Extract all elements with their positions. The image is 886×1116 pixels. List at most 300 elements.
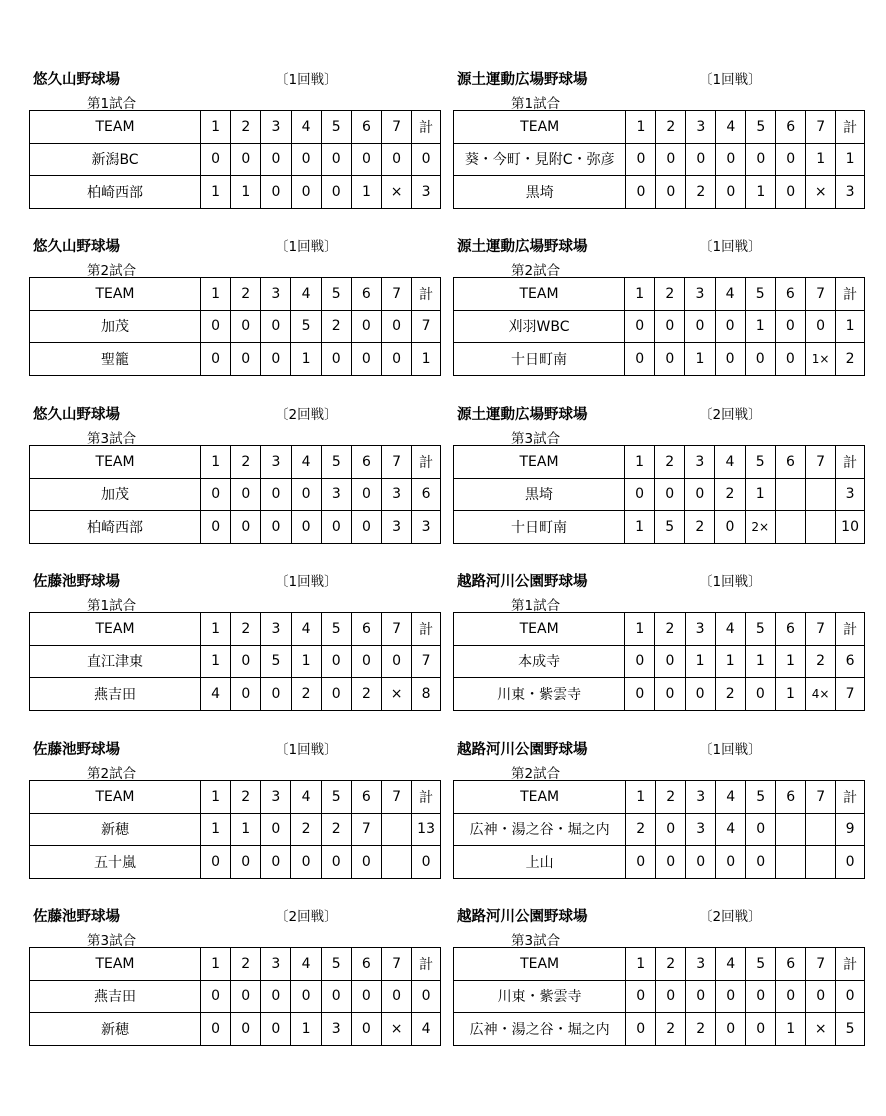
- game-number: 第1試合: [511, 598, 561, 614]
- inning-score: 0: [201, 511, 231, 544]
- inning-header: 3: [261, 278, 291, 311]
- inning-score: 3: [321, 478, 351, 511]
- venue-name: 悠久山野球場: [33, 407, 120, 423]
- inning-header: 1: [200, 781, 230, 814]
- inning-header: 5: [745, 278, 775, 311]
- inning-score: 1: [776, 1013, 806, 1046]
- game-number: 第3試合: [511, 933, 561, 949]
- inning-header: 3: [686, 111, 716, 144]
- total-header: 計: [836, 781, 865, 814]
- inning-score: 0: [685, 678, 715, 711]
- inning-score: 0: [746, 1013, 776, 1046]
- inning-score: 0: [656, 980, 686, 1013]
- inning-score: 0: [261, 813, 291, 846]
- inning-header: 5: [321, 613, 351, 646]
- inning-score: 0: [321, 645, 351, 678]
- total-header: 計: [412, 781, 441, 814]
- inning-score: 0: [746, 813, 776, 846]
- inning-score: 0: [625, 478, 655, 511]
- inning-score: 0: [716, 143, 746, 176]
- inning-header: 7: [382, 613, 412, 646]
- venue-name: 源土運動広場野球場: [457, 407, 588, 423]
- team-row: [30, 846, 441, 879]
- round-label: 〔2回戦〕: [275, 407, 338, 423]
- inning-header: 5: [321, 111, 351, 144]
- inning-header: 4: [716, 111, 746, 144]
- inning-header: 1: [201, 111, 231, 144]
- game-number: 第2試合: [511, 263, 561, 279]
- game-number: 第3試合: [87, 933, 137, 949]
- inning-score: 0: [261, 980, 291, 1013]
- inning-header: 7: [806, 446, 836, 479]
- inning-score: 0: [351, 343, 381, 376]
- inning-header: 6: [351, 613, 381, 646]
- inning-score: [381, 846, 411, 879]
- inning-header: 7: [381, 781, 411, 814]
- team-row: [30, 143, 441, 176]
- inning-score: 2: [321, 813, 351, 846]
- inning-score: 0: [351, 1013, 381, 1046]
- team-header: TEAM: [30, 278, 201, 311]
- inning-score: 0: [716, 980, 746, 1013]
- inning-score: 2: [686, 1013, 716, 1046]
- score-table: [453, 445, 865, 544]
- inning-header: 2: [231, 446, 261, 479]
- inning-score: 2: [715, 478, 745, 511]
- inning-score: 0: [321, 143, 351, 176]
- inning-score: 1: [715, 645, 745, 678]
- inning-header: 4: [291, 278, 321, 311]
- total-score: 7: [412, 645, 441, 678]
- total-header: 計: [412, 613, 441, 646]
- inning-score: 0: [745, 343, 775, 376]
- total-score: 7: [836, 678, 865, 711]
- inning-score: 2: [656, 1013, 686, 1046]
- game-number: 第2試合: [87, 766, 137, 782]
- inning-header: 4: [715, 446, 745, 479]
- team-row: [454, 846, 865, 879]
- inning-score: [775, 478, 805, 511]
- header-row: [454, 278, 865, 311]
- team-name: 本成寺: [454, 645, 625, 678]
- team-name: 黒埼: [454, 478, 625, 511]
- inning-score: 1: [291, 1013, 321, 1046]
- inning-score: 1: [685, 645, 715, 678]
- inning-score: 0: [626, 980, 656, 1013]
- inning-score: 0: [686, 846, 716, 879]
- inning-score: 0: [381, 980, 411, 1013]
- score-table: [29, 445, 441, 544]
- inning-header: 7: [806, 781, 836, 814]
- inning-score: 0: [716, 176, 746, 209]
- inning-header: 7: [806, 111, 836, 144]
- inning-score: 3: [382, 511, 412, 544]
- team-row: [454, 310, 865, 343]
- inning-header: 5: [745, 613, 775, 646]
- inning-header: 4: [291, 613, 321, 646]
- score-table: [453, 947, 865, 1046]
- inning-score: 0: [382, 645, 412, 678]
- inning-header: 1: [626, 948, 656, 981]
- inning-score: 0: [746, 846, 776, 879]
- total-score: 3: [836, 176, 865, 209]
- inning-score: 0: [655, 310, 685, 343]
- team-name: 加茂: [30, 310, 201, 343]
- inning-score: 1: [775, 645, 805, 678]
- inning-score: 0: [626, 143, 656, 176]
- venue-name: 悠久山野球場: [33, 239, 120, 255]
- inning-score: [381, 813, 411, 846]
- team-name: 十日町南: [454, 343, 625, 376]
- inning-score: 1: [291, 645, 321, 678]
- inning-header: 1: [200, 948, 230, 981]
- inning-score: 0: [686, 143, 716, 176]
- team-name: 川東・紫雲寺: [454, 678, 625, 711]
- inning-score: 1: [291, 343, 321, 376]
- total-score: 3: [412, 511, 441, 544]
- inning-score: 0: [231, 143, 261, 176]
- inning-score: 0: [261, 143, 291, 176]
- inning-score: [806, 511, 836, 544]
- round-label: 〔2回戦〕: [699, 909, 762, 925]
- inning-header: 1: [626, 111, 656, 144]
- round-label: 〔1回戦〕: [699, 574, 762, 590]
- score-table: [453, 277, 865, 376]
- game-number: 第2試合: [511, 766, 561, 782]
- venue-name: 佐藤池野球場: [33, 574, 120, 590]
- team-name: 十日町南: [454, 511, 625, 544]
- inning-header: 4: [716, 781, 746, 814]
- inning-score: 2: [685, 511, 715, 544]
- round-label: 〔2回戦〕: [275, 909, 338, 925]
- inning-score: ×: [381, 1013, 411, 1046]
- inning-header: 1: [201, 613, 231, 646]
- inning-score: 0: [775, 310, 805, 343]
- total-score: 7: [412, 310, 441, 343]
- inning-score: 0: [381, 343, 411, 376]
- inning-header: 7: [382, 111, 412, 144]
- inning-header: 6: [775, 613, 805, 646]
- game-number: 第1試合: [87, 96, 137, 112]
- inning-score: 2: [351, 678, 381, 711]
- inning-score: 0: [745, 678, 775, 711]
- total-score: 6: [836, 645, 865, 678]
- round-label: 〔2回戦〕: [699, 407, 762, 423]
- inning-header: 3: [685, 278, 715, 311]
- header-row: [454, 781, 865, 814]
- total-score: 0: [836, 846, 865, 879]
- total-score: 6: [412, 478, 441, 511]
- inning-score: 2: [626, 813, 656, 846]
- inning-score: 1×: [805, 343, 835, 376]
- round-label: 〔1回戦〕: [699, 742, 762, 758]
- inning-score: 0: [321, 980, 351, 1013]
- inning-score: 0: [655, 478, 685, 511]
- total-score: 0: [412, 846, 441, 879]
- inning-score: 0: [231, 511, 261, 544]
- inning-header: 2: [656, 781, 686, 814]
- team-name: 新穂: [30, 1013, 201, 1046]
- inning-score: 0: [655, 645, 685, 678]
- score-table: [29, 277, 441, 376]
- inning-header: 2: [656, 111, 686, 144]
- inning-score: 0: [626, 176, 656, 209]
- team-row: [454, 143, 865, 176]
- total-score: 5: [836, 1013, 865, 1046]
- team-name: 新潟BC: [30, 143, 201, 176]
- venue-name: 越路河川公園野球場: [457, 574, 588, 590]
- inning-score: 0: [381, 310, 411, 343]
- team-row: [30, 678, 441, 711]
- team-name: 燕吉田: [30, 980, 201, 1013]
- inning-header: 5: [746, 781, 776, 814]
- inning-header: 6: [776, 111, 806, 144]
- inning-header: 2: [655, 613, 685, 646]
- inning-header: 4: [291, 948, 321, 981]
- inning-score: 1: [685, 343, 715, 376]
- total-score: 9: [836, 813, 865, 846]
- inning-score: 0: [261, 176, 291, 209]
- total-score: 2: [836, 343, 865, 376]
- inning-score: 7: [351, 813, 381, 846]
- inning-score: 2: [715, 678, 745, 711]
- inning-score: 0: [261, 478, 291, 511]
- inning-score: 4×: [805, 678, 835, 711]
- inning-score: 0: [291, 980, 321, 1013]
- venue-name: 佐藤池野球場: [33, 742, 120, 758]
- inning-header: 2: [656, 948, 686, 981]
- game-number: 第1試合: [87, 598, 137, 614]
- inning-score: 5: [261, 645, 291, 678]
- score-table: [453, 612, 865, 711]
- total-header: 計: [412, 446, 441, 479]
- inning-score: 1: [775, 678, 805, 711]
- header-row: [454, 111, 865, 144]
- inning-header: 5: [746, 948, 776, 981]
- total-header: 計: [412, 111, 441, 144]
- inning-score: 2: [805, 645, 835, 678]
- inning-score: 0: [261, 310, 291, 343]
- venue-name: 越路河川公園野球場: [457, 909, 588, 925]
- inning-score: 0: [231, 980, 261, 1013]
- team-header: TEAM: [30, 111, 201, 144]
- team-name: 柏崎西部: [30, 176, 201, 209]
- game-number: 第3試合: [87, 431, 137, 447]
- inning-score: 0: [656, 813, 686, 846]
- venue-name: 悠久山野球場: [33, 72, 120, 88]
- inning-header: 6: [776, 781, 806, 814]
- inning-header: 6: [351, 278, 381, 311]
- total-score: 0: [836, 980, 865, 1013]
- inning-header: 1: [625, 446, 655, 479]
- header-row: [454, 446, 865, 479]
- inning-header: 1: [625, 278, 655, 311]
- inning-score: 0: [231, 678, 261, 711]
- inning-header: 2: [231, 111, 261, 144]
- inning-header: 1: [201, 446, 231, 479]
- inning-header: 6: [351, 948, 381, 981]
- inning-header: 3: [686, 781, 716, 814]
- inning-score: 0: [200, 1013, 230, 1046]
- inning-score: 1: [806, 143, 836, 176]
- inning-score: 0: [231, 645, 261, 678]
- inning-header: 3: [686, 948, 716, 981]
- inning-score: 0: [200, 343, 230, 376]
- team-row: [454, 678, 865, 711]
- inning-score: 0: [231, 846, 261, 879]
- round-label: 〔1回戦〕: [275, 239, 338, 255]
- inning-header: 3: [261, 948, 291, 981]
- header-row: [454, 948, 865, 981]
- inning-score: 0: [625, 678, 655, 711]
- round-label: 〔1回戦〕: [275, 574, 338, 590]
- inning-score: 0: [685, 478, 715, 511]
- team-row: [30, 1013, 441, 1046]
- inning-score: 0: [261, 678, 291, 711]
- header-row: [454, 613, 865, 646]
- inning-header: 7: [381, 278, 411, 311]
- total-header: 計: [836, 613, 865, 646]
- inning-score: 2: [321, 310, 351, 343]
- inning-score: 0: [351, 980, 381, 1013]
- inning-score: 3: [686, 813, 716, 846]
- inning-score: 2: [291, 678, 321, 711]
- team-name: 柏崎西部: [30, 511, 201, 544]
- inning-score: 1: [745, 310, 775, 343]
- team-header: TEAM: [30, 613, 201, 646]
- total-score: 8: [412, 678, 441, 711]
- inning-score: 0: [321, 678, 351, 711]
- inning-score: 0: [200, 310, 230, 343]
- team-row: [454, 813, 865, 846]
- header-row: [30, 781, 441, 814]
- inning-score: 1: [231, 813, 261, 846]
- header-row: [30, 948, 441, 981]
- team-name: 新穂: [30, 813, 201, 846]
- venue-name: 源土運動広場野球場: [457, 72, 588, 88]
- inning-score: 0: [746, 980, 776, 1013]
- inning-score: 4: [201, 678, 231, 711]
- team-row: [30, 478, 441, 511]
- total-score: 10: [836, 511, 865, 544]
- inning-header: 5: [746, 111, 776, 144]
- inning-score: 1: [200, 813, 230, 846]
- team-row: [454, 478, 865, 511]
- inning-score: 0: [231, 310, 261, 343]
- total-header: 計: [836, 111, 865, 144]
- total-header: 計: [836, 278, 865, 311]
- total-score: 3: [836, 478, 865, 511]
- inning-header: 6: [351, 446, 381, 479]
- team-header: TEAM: [454, 781, 626, 814]
- inning-score: 0: [231, 343, 261, 376]
- inning-score: 0: [291, 143, 321, 176]
- inning-score: [806, 846, 836, 879]
- inning-score: 0: [715, 343, 745, 376]
- score-table: [453, 780, 865, 879]
- inning-header: 5: [321, 781, 351, 814]
- team-header: TEAM: [30, 948, 201, 981]
- score-table: [29, 612, 441, 711]
- inning-header: 7: [806, 948, 836, 981]
- inning-score: 0: [655, 343, 685, 376]
- inning-score: 0: [200, 846, 230, 879]
- inning-score: 0: [382, 143, 412, 176]
- inning-score: 2: [291, 813, 321, 846]
- inning-header: 3: [261, 446, 291, 479]
- inning-score: 0: [291, 846, 321, 879]
- team-name: 五十嵐: [30, 846, 201, 879]
- inning-header: 2: [655, 446, 685, 479]
- game-number: 第3試合: [511, 431, 561, 447]
- inning-score: ×: [382, 678, 412, 711]
- inning-header: 4: [715, 613, 745, 646]
- team-row: [454, 343, 865, 376]
- team-name: 直江津東: [30, 645, 201, 678]
- inning-header: 2: [231, 613, 261, 646]
- team-header: TEAM: [454, 111, 626, 144]
- inning-score: 0: [261, 846, 291, 879]
- inning-score: 0: [685, 310, 715, 343]
- inning-header: 5: [321, 446, 351, 479]
- header-row: [30, 278, 441, 311]
- inning-header: 7: [382, 446, 412, 479]
- total-header: 計: [836, 446, 865, 479]
- inning-score: ×: [806, 1013, 836, 1046]
- team-name: 黒埼: [454, 176, 626, 209]
- inning-score: 0: [291, 478, 321, 511]
- venue-name: 越路河川公園野球場: [457, 742, 588, 758]
- inning-header: 6: [351, 111, 381, 144]
- inning-score: 0: [351, 846, 381, 879]
- inning-header: 6: [775, 446, 805, 479]
- inning-score: 0: [805, 310, 835, 343]
- inning-score: 0: [321, 846, 351, 879]
- inning-header: 2: [231, 948, 261, 981]
- score-table: [453, 110, 865, 209]
- inning-score: [776, 813, 806, 846]
- team-header: TEAM: [454, 446, 625, 479]
- team-row: [30, 813, 441, 846]
- inning-header: 3: [261, 613, 291, 646]
- inning-score: 1: [745, 478, 775, 511]
- venue-name: 佐藤池野球場: [33, 909, 120, 925]
- round-label: 〔1回戦〕: [275, 72, 338, 88]
- inning-header: 6: [351, 781, 381, 814]
- inning-score: [806, 478, 836, 511]
- team-header: TEAM: [30, 781, 201, 814]
- team-row: [454, 1013, 865, 1046]
- inning-score: 0: [201, 143, 231, 176]
- inning-score: 0: [655, 678, 685, 711]
- inning-header: 1: [200, 278, 230, 311]
- inning-header: 4: [291, 111, 321, 144]
- inning-score: 0: [626, 846, 656, 879]
- score-table: [29, 110, 441, 209]
- total-score: 0: [412, 980, 441, 1013]
- inning-score: 0: [291, 511, 321, 544]
- team-header: TEAM: [454, 948, 626, 981]
- inning-score: 0: [261, 511, 291, 544]
- inning-score: 0: [351, 478, 381, 511]
- team-row: [30, 176, 441, 209]
- inning-score: 0: [321, 343, 351, 376]
- inning-header: 4: [715, 278, 745, 311]
- inning-score: 0: [656, 176, 686, 209]
- inning-score: 0: [351, 310, 381, 343]
- round-label: 〔1回戦〕: [275, 742, 338, 758]
- inning-score: 1: [625, 511, 655, 544]
